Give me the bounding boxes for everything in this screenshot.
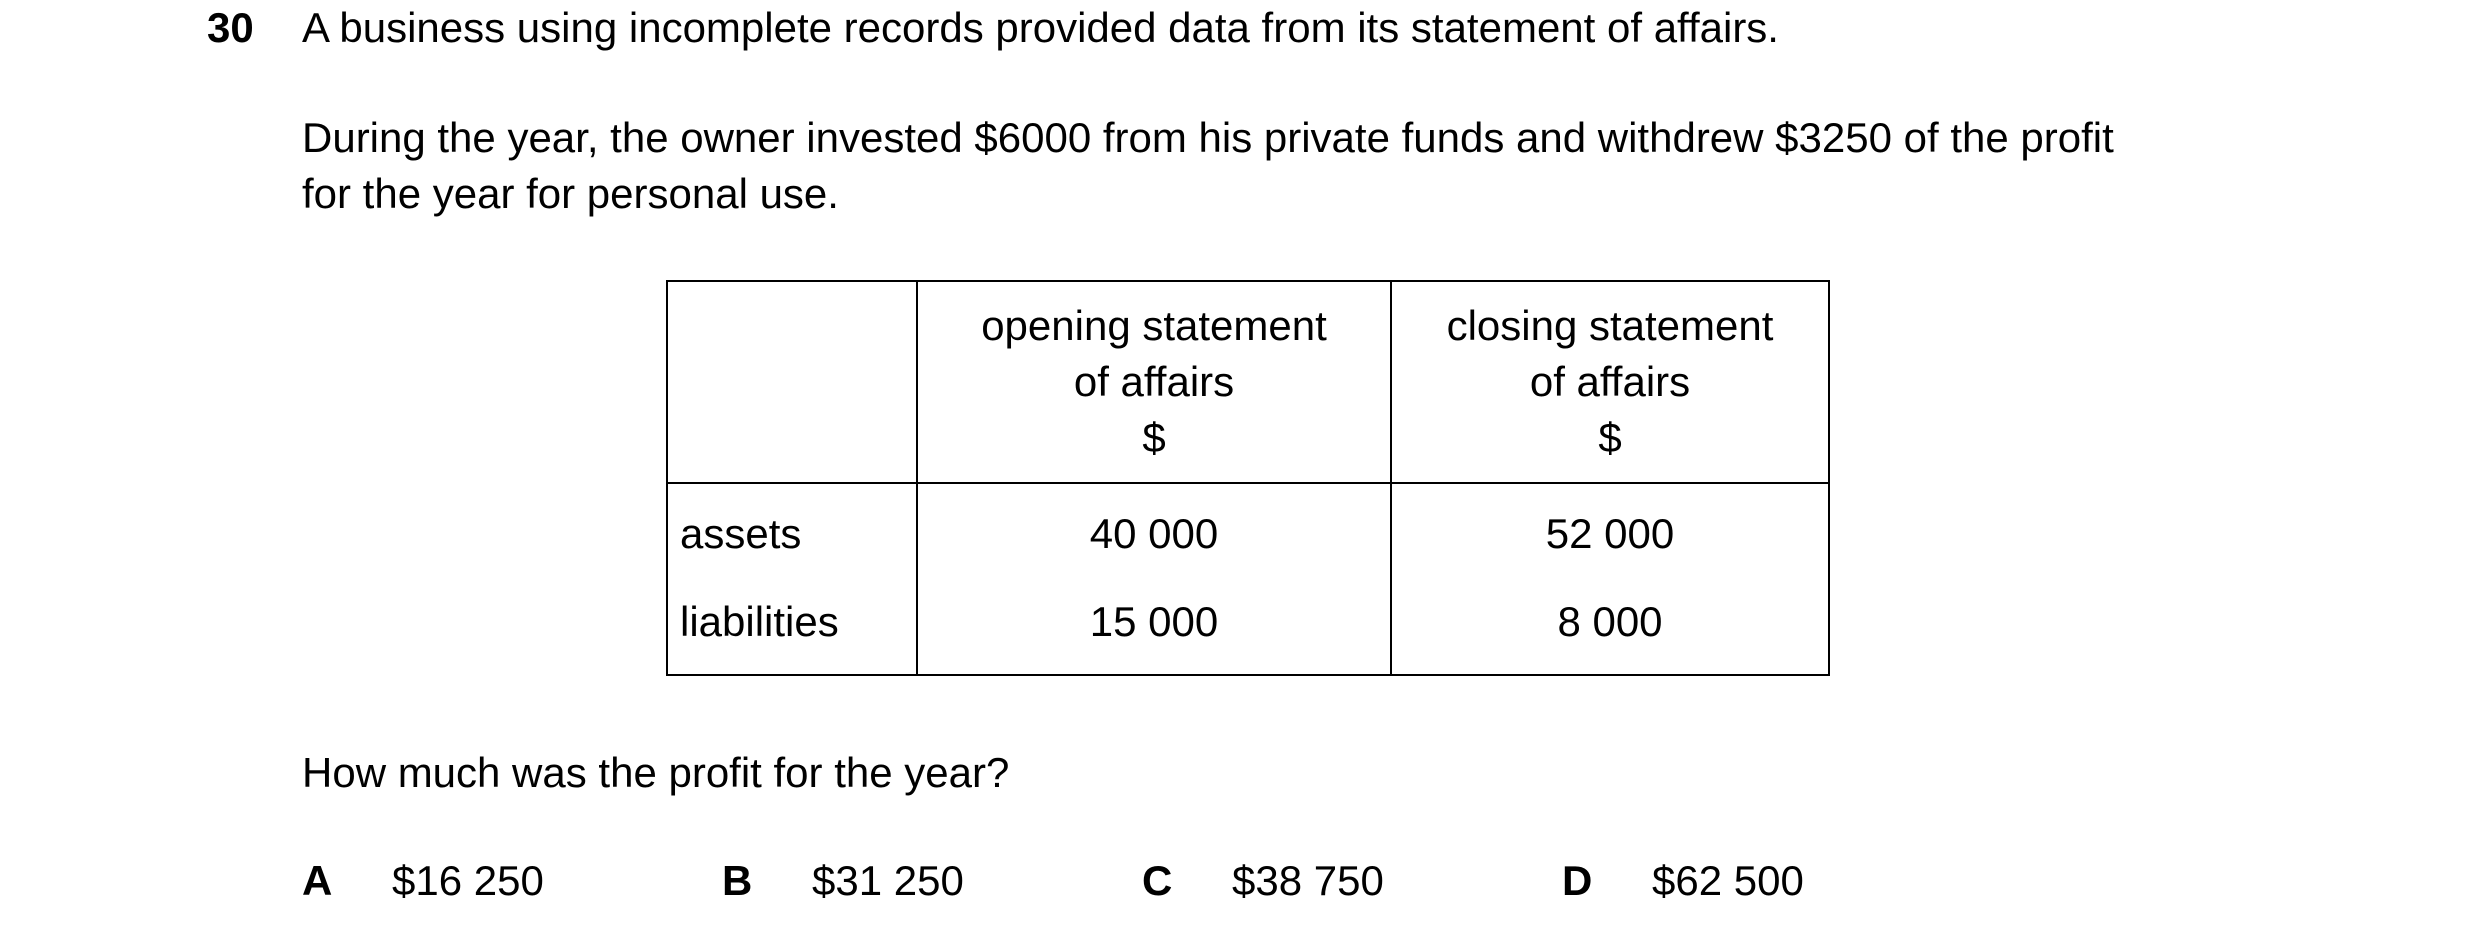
question-prompt: How much was the profit for the year? <box>302 749 1010 796</box>
option-c-value: $38 750 <box>1232 857 1384 904</box>
option-a-value: $16 250 <box>392 857 544 904</box>
option-a[interactable] <box>302 853 544 909</box>
question-number: 30 <box>207 4 254 51</box>
assets-closing-value: 52 000 <box>1391 483 1829 578</box>
liabilities-opening-value: 15 000 <box>917 578 1391 675</box>
header-opening-line3: $ <box>1142 414 1166 461</box>
option-c[interactable] <box>1142 853 1384 909</box>
option-d-value: $62 500 <box>1652 857 1804 904</box>
header-cell-blank <box>667 281 917 483</box>
header-opening-line1: opening statement <box>981 302 1327 349</box>
option-b-value: $31 250 <box>812 857 964 904</box>
header-closing-line2: of affairs <box>1529 358 1691 405</box>
option-d[interactable] <box>1562 853 1804 909</box>
table-header-row <box>667 281 1829 483</box>
info-line-2: for the year for personal use. <box>302 170 839 217</box>
answer-options <box>0 853 2481 913</box>
header-cell-opening <box>917 281 1391 483</box>
row-label-liabilities: liabilities <box>667 578 917 675</box>
statement-of-affairs-table <box>666 280 1830 676</box>
table-row-assets <box>667 483 1829 578</box>
assets-opening-value: 40 000 <box>917 483 1391 578</box>
header-closing-line3: $ <box>1598 414 1622 461</box>
option-b-letter: B <box>722 857 753 904</box>
table-row-liabilities <box>667 578 1829 675</box>
header-cell-closing <box>1391 281 1829 483</box>
option-c-letter: C <box>1142 857 1173 904</box>
option-d-letter: D <box>1562 857 1593 904</box>
liabilities-closing-value: 8 000 <box>1391 578 1829 675</box>
header-opening-line2: of affairs <box>1073 358 1235 405</box>
header-closing-line1: closing statement <box>1446 302 1774 349</box>
question-info <box>302 110 2114 222</box>
info-line-1: During the year, the owner invested $6000 from his private funds and withdrew $3250 of the profit <box>302 114 2114 161</box>
option-b[interactable] <box>722 853 964 909</box>
question-stem: A business using incomplete records provided data from its statement of affairs. <box>302 4 1779 51</box>
row-label-assets: assets <box>667 483 917 578</box>
option-a-letter: A <box>302 857 333 904</box>
